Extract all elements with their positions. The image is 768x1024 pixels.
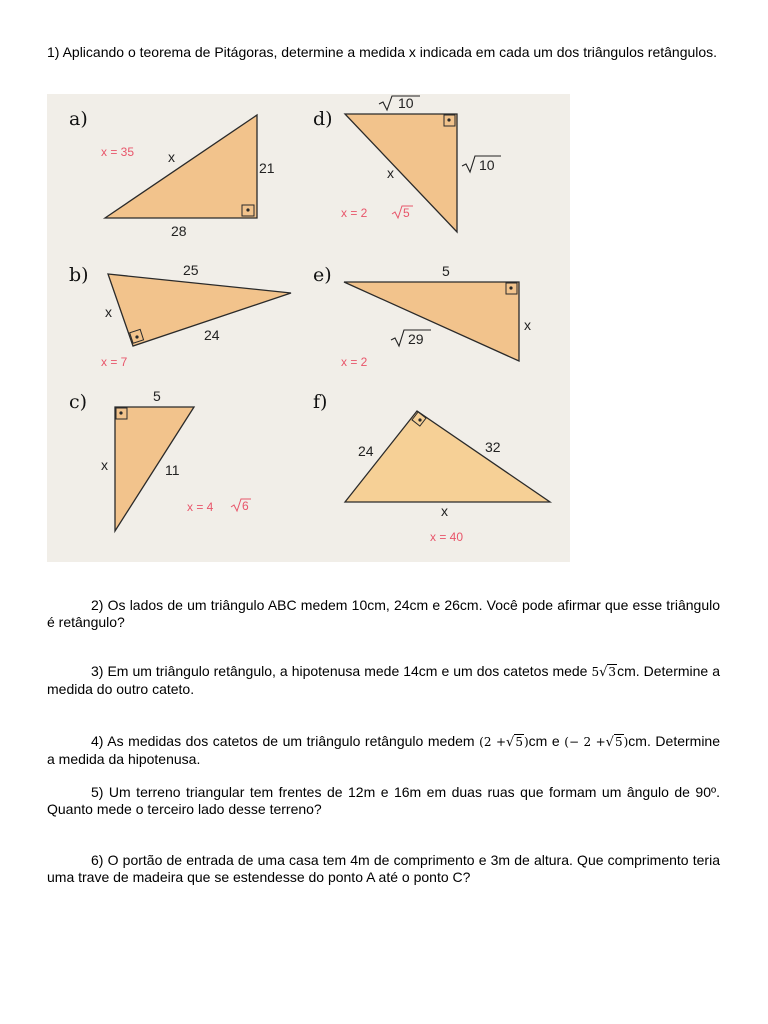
triangle-e-side-5: 5 [442,263,450,279]
question-1-text: 1) Aplicando o teorema de Pitágoras, determine a medida x indicada em cada um dos triângulos retângulos. [47,44,718,60]
question-4-text-after: cm. Determine a medida da hipotenusa. [47,733,720,767]
triangle-c-side-5: 5 [153,388,161,404]
question-4-text [47,733,720,768]
part-e-label: e) [313,264,332,286]
triangle-b [108,274,291,346]
triangle-d-answer-radicand: 5 [403,206,410,220]
triangle-c [115,407,194,531]
question-3-text-after: cm. Determine a medida do outro cateto. [47,663,720,697]
triangle-f-side-x: x [441,503,448,519]
triangle-b-answer: x = 7 [101,355,128,369]
triangle-e-side-x: x [524,317,531,333]
q4-expr1-a: 2 + [483,735,507,749]
q4-expr2-a: − 2 + [568,735,606,749]
part-a-label: a) [69,108,88,130]
q4-expr1-radicand: 5 [515,735,523,749]
triangle-d-side-x: x [387,165,394,181]
triangles-drawing [47,94,570,562]
triangle-d-right-radicand: 10 [479,157,495,173]
q4-expr2-radicand: 5 [614,735,623,749]
question-2-text: 2) Os lados de um triângulo ABC medem 10cm, 24cm e 26cm. Você pode afirmar que esse triângulo é retângulo? [47,597,720,630]
triangle-b-side-24: 24 [204,327,220,343]
triangle-a-side-28: 28 [171,223,187,239]
triangle-f [345,411,550,502]
question-6-text: 6) O portão de entrada de uma casa tem 4m de comprimento e 3m de altura. Que comprimento teria uma trave de madeira que se estendesse do ponto A até o ponto C? [47,852,720,885]
question-4-text-before: 4) As medidas dos catetos de um triângulo retângulo medem [91,733,475,749]
q3-radicand: 3 [608,665,617,679]
triangle-a-answer: x = 35 [101,145,135,159]
triangle-b-side-25: 25 [183,262,199,278]
triangle-c-answer-radicand: 6 [242,499,249,513]
triangle-f-answer: x = 40 [430,530,464,544]
triangle-e-hyp-radicand: 29 [408,331,424,347]
triangle-b-side-x: x [105,304,112,320]
question-3-formula [591,665,617,679]
sqrt-icon: √ [599,665,608,680]
sqrt-icon: √ [605,735,614,750]
question-5-text: 5) Um terreno triangular tem frentes de 12m e 16m em duas ruas que formam um ângulo de 90º. Quanto mede o terceiro lado desse terreno? [47,784,720,817]
triangle-c-side-11: 11 [165,462,180,478]
triangle-d-top-radicand: 10 [398,95,414,111]
triangle-f-side-24: 24 [358,443,374,459]
triangle-e-answer: x = 2 [341,355,368,369]
part-b-label: b) [69,264,89,286]
triangle-a [105,115,257,218]
part-f-label: f) [313,391,328,413]
part-d-label: d) [313,108,333,130]
question-3-text-before: 3) Em um triângulo retângulo, a hipotenusa mede 14cm e um dos catetos mede [91,663,588,679]
q3-coef: 5 [591,665,600,679]
triangle-e [344,282,519,361]
triangle-d-answer-prefix: x = 2 [341,206,368,220]
triangles-figure [47,94,570,562]
question-4-expression-2: (− 2 +√5) [564,735,629,750]
triangle-f-side-32: 32 [485,439,501,455]
question-4-mid: cm e [528,733,560,749]
sqrt-icon: √ [506,735,515,750]
question-4-expression-1: (2 +√5) [479,735,529,750]
question-3-text [47,663,720,698]
triangle-a-side-21: 21 [259,160,275,176]
triangle-c-side-x: x [101,457,108,473]
part-c-label: c) [69,391,88,413]
triangle-c-answer-prefix: x = 4 [187,500,214,514]
triangle-a-side-x: x [168,149,175,165]
